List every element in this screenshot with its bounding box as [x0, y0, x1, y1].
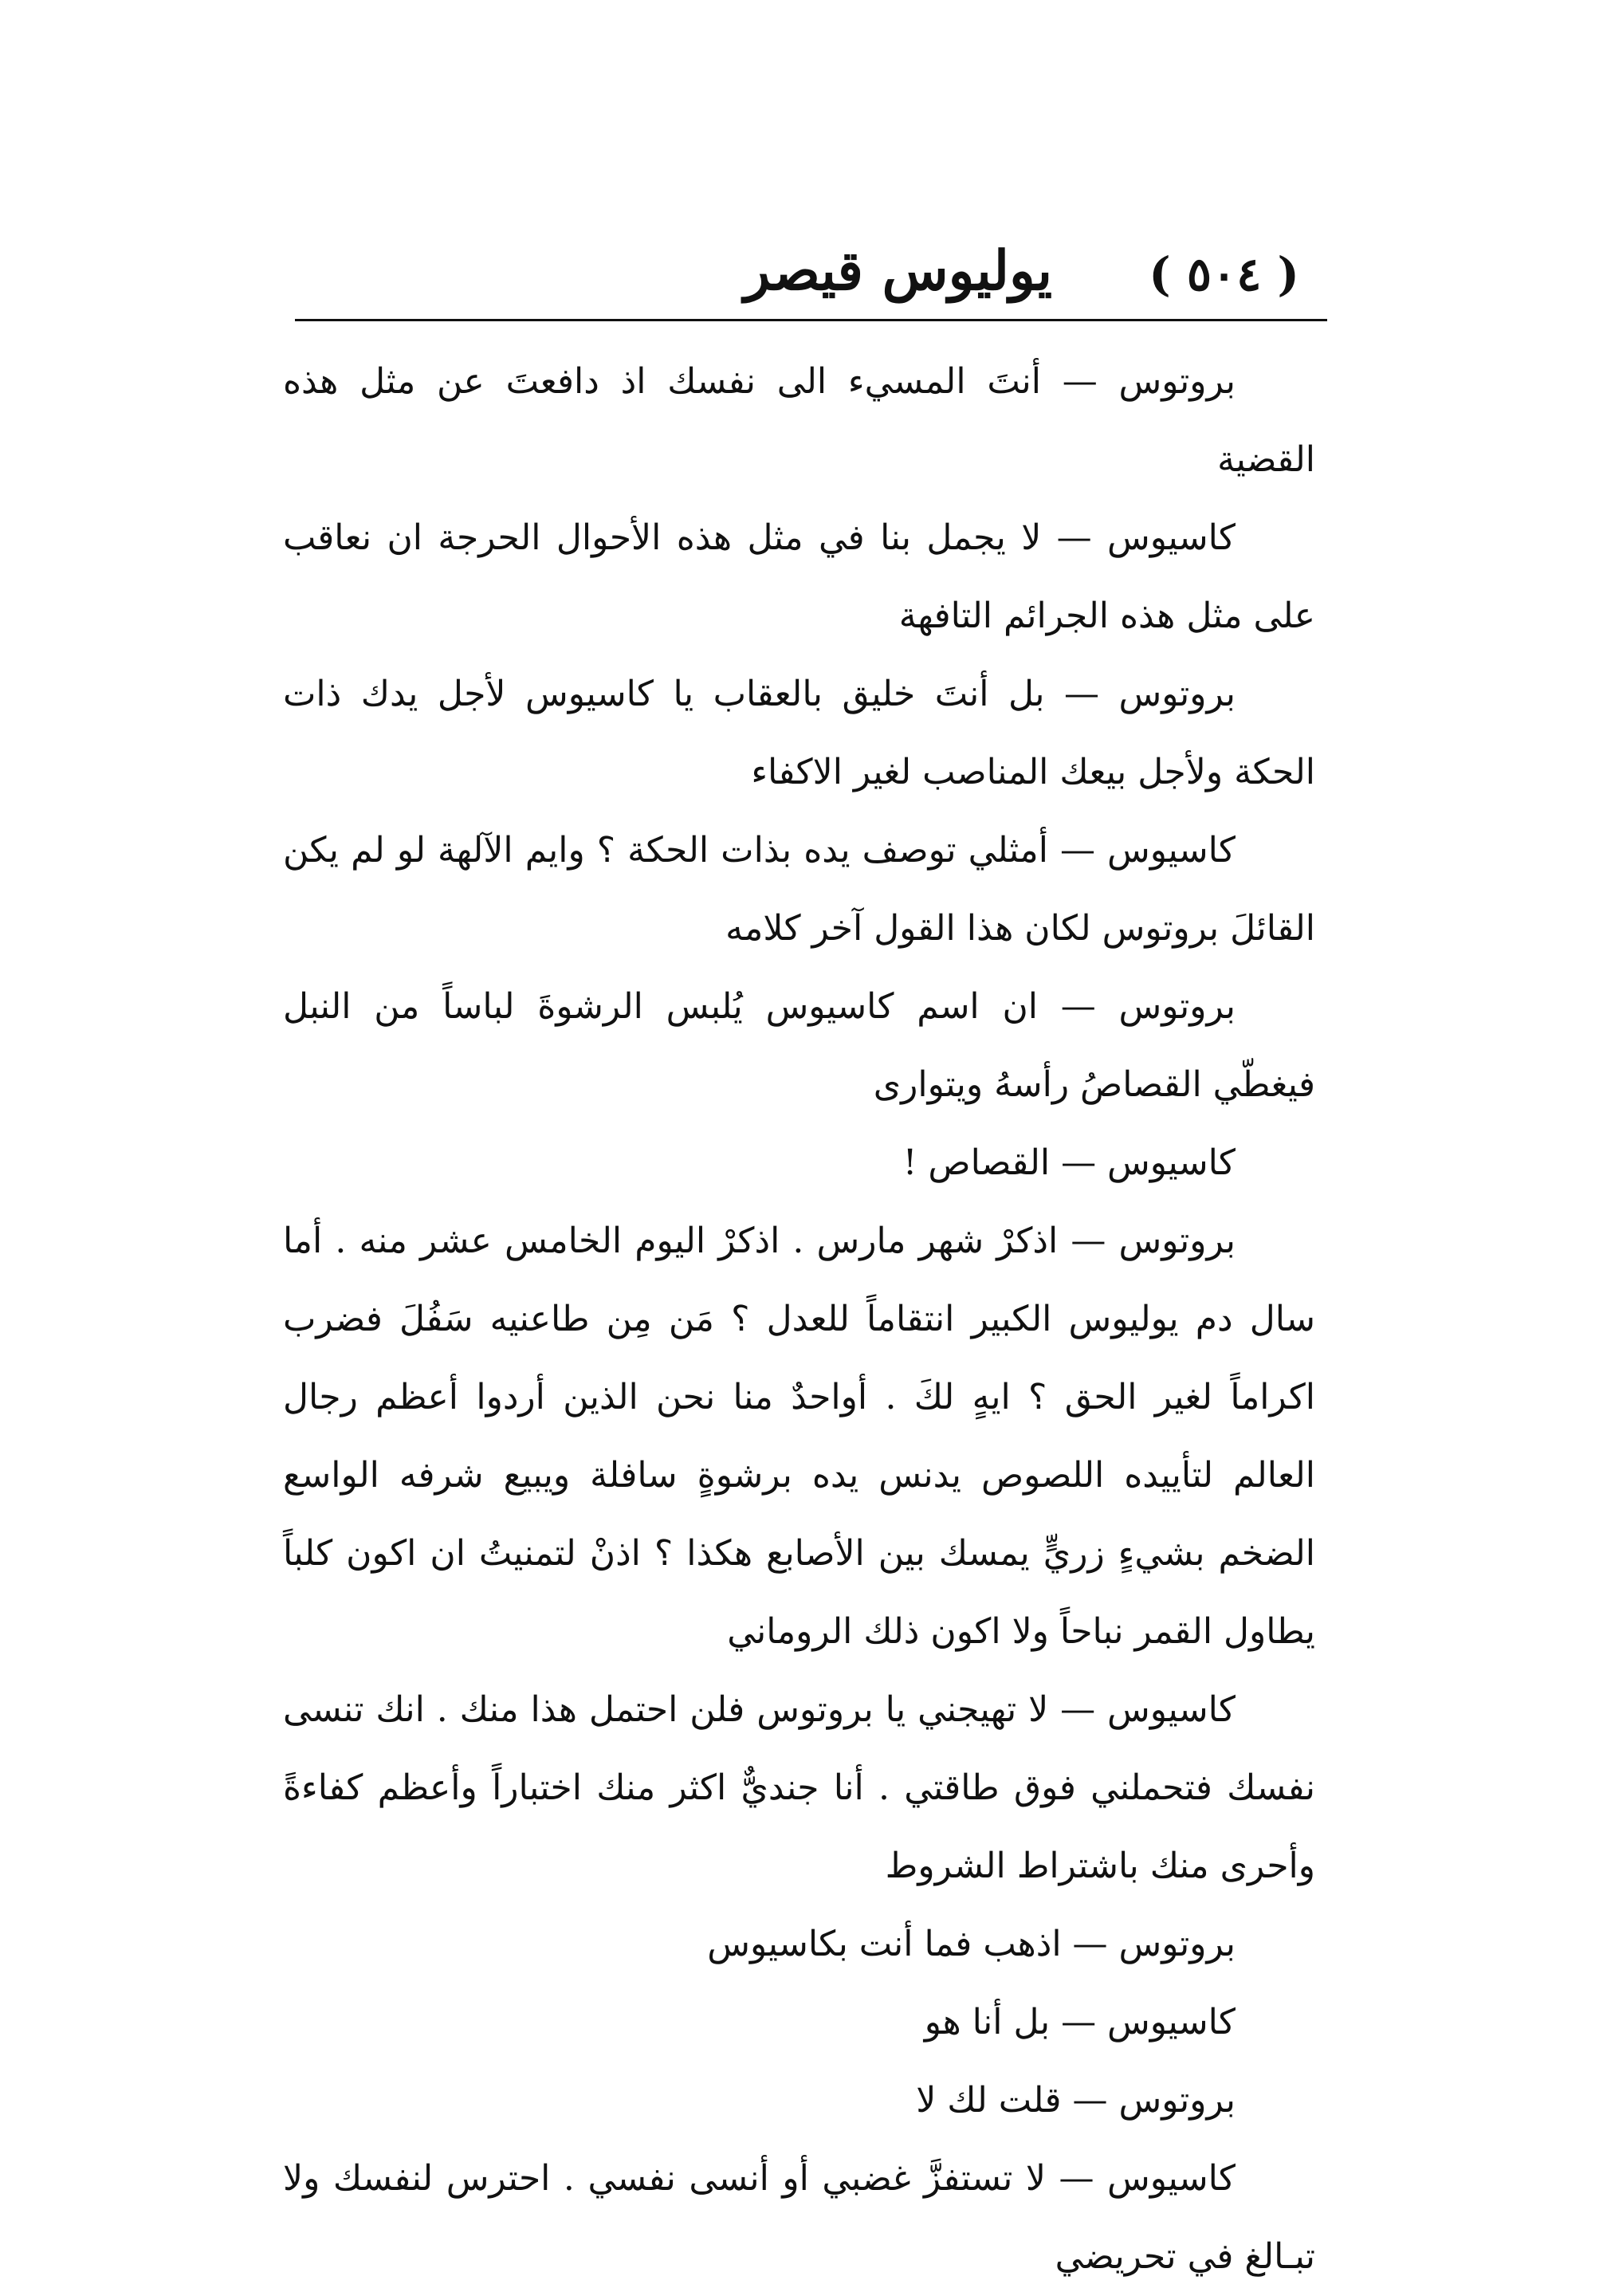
dialogue-paragraph: بروتوس — بل أنتَ خليق بالعقاب يا كاسيوس لأجل يدك ذات الحكة ولأجل بيعك المناصب لغير الاكفاء: [283, 674, 1315, 792]
running-title: يوليوس قيصر: [744, 239, 1052, 303]
page-number: ( ٥٠٤ ): [1149, 247, 1299, 301]
header-divider: [295, 319, 1327, 321]
dialogue-paragraph: كاسيوس — القصاص !: [902, 1142, 1236, 1183]
dialogue-paragraph: كاسيوس — أمثلي توصف يده بذات الحكة ؟ وايم الآلهة لو لم يكن القائلَ بروتوس لكان هذا القول آخر كلامه: [283, 830, 1315, 949]
dialogue-text: [283, 343, 1315, 2296]
dialogue-paragraph: بروتوس — ان اسم كاسيوس يُلبس الرشوةَ لباساً من النبل فيغطّي القصاصُ رأسهُ ويتوارى: [283, 986, 1315, 1105]
dialogue-paragraph: بروتوس — قلت لك لا: [916, 2080, 1236, 2121]
dialogue-paragraph: بروتوس — اذكرْ شهر مارس . اذكرْ اليوم الخامس عشر منه . أما سال دم يوليوس الكبير انتقاماً للعدل ؟ مَن مِن طاعنيه سَفُلَ فضرب اكراماً لغير الحق ؟ ايهٍ لكَ . أواحدٌ منا نحن الذين أردوا أعظم رجال العالم لتأييده اللصوص يدنس يده برشوةٍ سافلة ويبيع شرفه الواسع الضخم بشيءٍ زريٍّ يمسك بين الأصابع هكذا ؟ اذنْ لتمنيتُ ان اكون كلباً يطاول القمر نباحاً ولا اكون ذلك الروماني: [283, 1221, 1315, 1652]
page-header: [295, 239, 1327, 315]
dialogue-paragraph: كاسيوس — بل أنا هو: [924, 2002, 1236, 2042]
dialogue-paragraph: كاسيوس — لا تهيجني يا بروتوس فلن احتمل هذا منك . انك تنسى نفسك فتحملني فوق طاقتي . أنا جنديٌّ اكثر منك اختباراً وأعظم كفاءةً وأحرى منك باشتراط الشروط: [283, 1689, 1315, 1886]
dialogue-paragraph: كاسيوس — لا تستفزَّ غضبي أو أنسى نفسي . احترس لنفسك ولا تبـالغ في تحريضي: [283, 2158, 1315, 2277]
dialogue-paragraph: بروتوس — أنتَ المسيء الى نفسك اذ دافعتَ عن مثل هذه القضية: [283, 361, 1315, 480]
dialogue-paragraph: كاسيوس — لا يجمل بنا في مثل هذه الأحوال الحرجة ان نعاقب على مثل هذه الجرائم التافهة: [283, 517, 1315, 636]
dialogue-paragraph: بروتوس — اذهب فما أنت بكاسيوس: [707, 1924, 1236, 1964]
